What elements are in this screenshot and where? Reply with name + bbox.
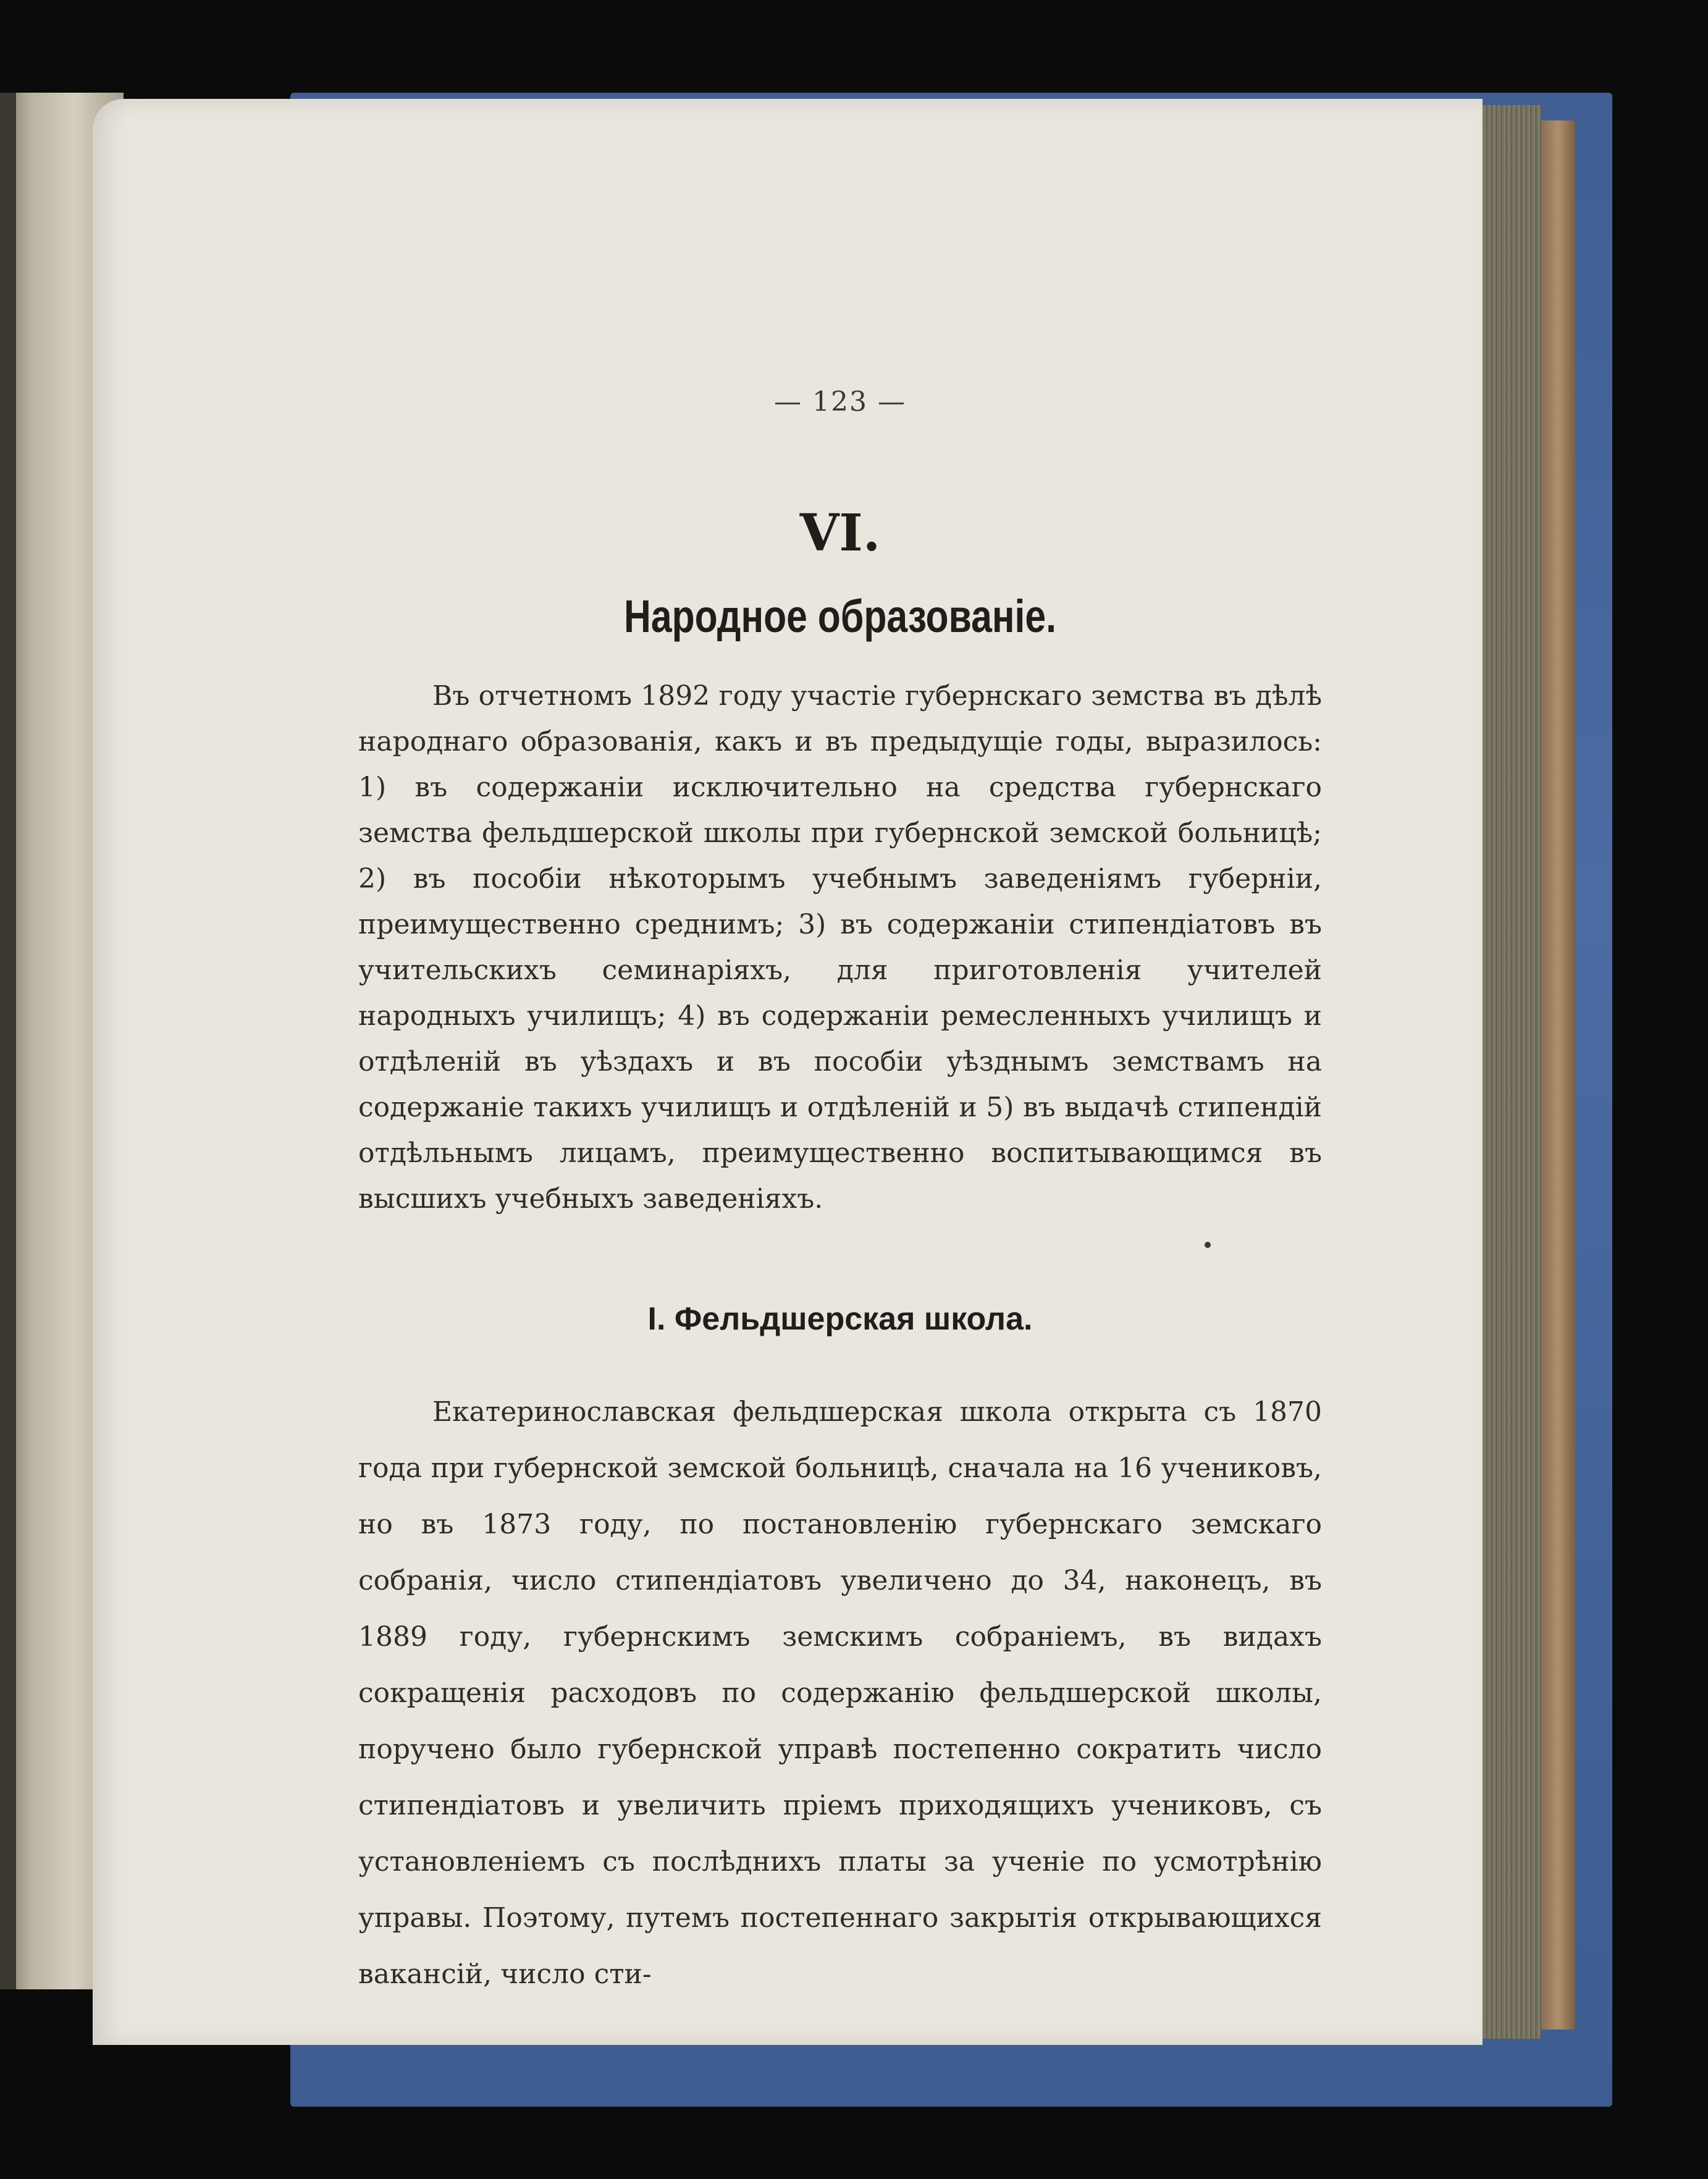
board-edge xyxy=(1541,120,1575,2029)
section-paragraph xyxy=(358,1384,1322,2002)
intro-paragraph-text: Въ отчетномъ 1892 году участіе губернскаго земства въ дѣлѣ народнаго образованія, какъ и въ предыдущіе годы, выразилось: 1) въ содержаніи исключительно на средства губернскаго земства фельдшерской школы при губернской земской больницѣ; 2) въ пособіи нѣкоторымъ учебнымъ заведеніямъ губерніи, преимущественно среднимъ; 3) въ содержаніи стипендіатовъ въ учительскихъ семинаріяхъ, для приготовленія учителей народныхъ училищъ; 4) въ содержаніи ремесленныхъ училищъ и отдѣленій въ уѣздахъ и въ пособіи уѣзднымъ земствамъ на содержаніе такихъ училищъ и отдѣленій и 5) въ выдачѣ стипендій отдѣльнымъ лицамъ, преимущественно воспитывающимся въ высшихъ учебныхъ заведеніяхъ. xyxy=(358,680,1322,1215)
section-paragraph-text: Екатеринославская фельдшерская школа открыта съ 1870 года при губернской земской больницѣ, сначала на 16 учениковъ, но въ 1873 году, по постановленію губернскаго земскаго собранія, число стипендіатовъ увеличено до 34, наконецъ, въ 1889 году, губернскимъ земскимъ собраніемъ, въ видахъ сокращенія расходовъ по содержанію фельдшерской школы, поручено было губернской управѣ постепенно сократить число стипендіатовъ и увеличить пріемъ приходящихъ учениковъ, съ установленіемъ съ послѣднихъ платы за ученіе по усмотрѣнію управы. Поэтому, путемъ постепеннаго закрытія открывающихся вакансій, число сти- xyxy=(358,1396,1322,1990)
section-heading: I. Фельдшерская школа. xyxy=(647,1301,1033,1337)
page-block-edges xyxy=(1473,105,1541,2039)
chapter-title: Народное образованіе. xyxy=(624,591,1056,642)
page xyxy=(93,99,1483,2045)
intro-paragraph xyxy=(358,673,1322,1222)
spine-shadow xyxy=(0,93,16,1989)
chapter-numeral: VI. xyxy=(799,504,881,563)
ink-speck xyxy=(1205,1242,1211,1248)
page-number: — 123 — xyxy=(774,386,906,418)
